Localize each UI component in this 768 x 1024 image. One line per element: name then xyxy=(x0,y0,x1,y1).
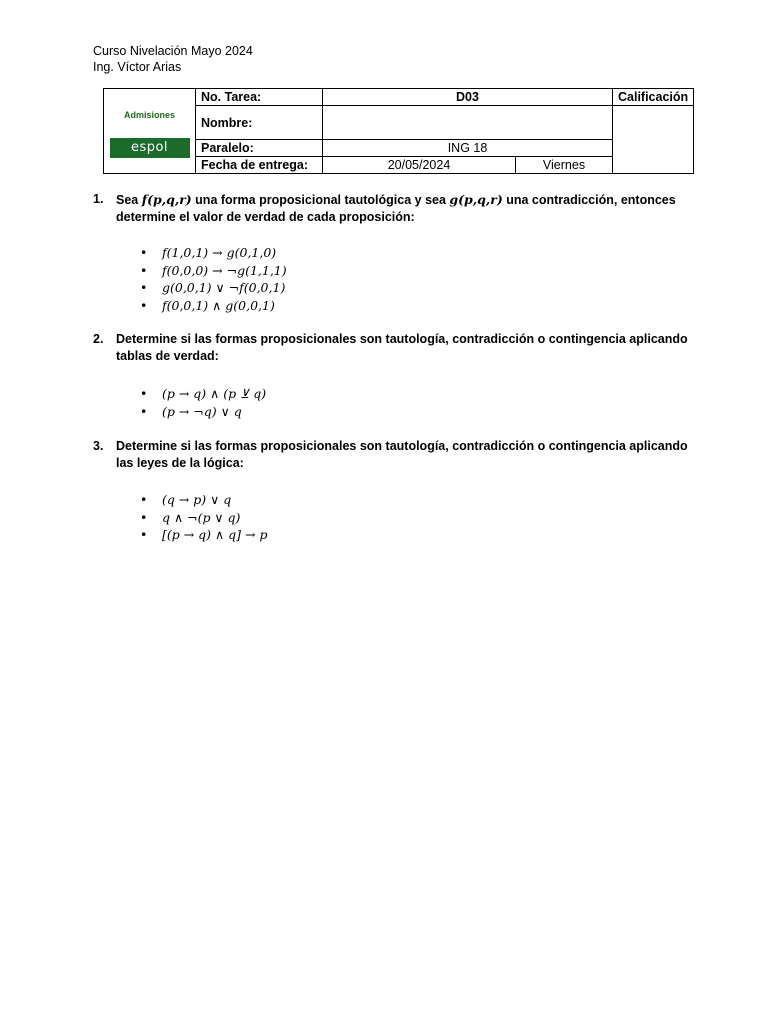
due-date-value: 20/05/2024 xyxy=(323,157,516,174)
list-item: • (p → ¬q) ∨ q xyxy=(140,403,266,421)
section-value: ING 18 xyxy=(323,140,613,157)
question-text-part: Sea xyxy=(116,193,142,207)
list-item: • (q → p) ∨ q xyxy=(140,491,267,509)
logo-espol-badge: espol xyxy=(110,138,190,158)
question-text xyxy=(116,191,693,226)
list-item: • f(0,0,0) → ¬g(1,1,1) xyxy=(140,262,287,280)
question-text-part: una forma proposicional tautológica y sea xyxy=(191,193,450,207)
instructor-name: Ing. Víctor Arias xyxy=(93,60,182,74)
grade-label: Calificación xyxy=(613,89,694,106)
document-header xyxy=(93,43,253,75)
assignment-info-table xyxy=(103,88,694,174)
section-label: Paralelo: xyxy=(196,140,323,157)
name-value-field xyxy=(323,106,613,140)
list-item: • [(p → q) ∧ q] → p xyxy=(140,526,267,544)
course-title: Curso Nivelación Mayo 2024 xyxy=(93,44,253,58)
question-2 xyxy=(93,331,693,365)
logo-admisiones-text: Admisiones xyxy=(123,110,175,120)
list-item: • f(1,0,1) → g(0,1,0) xyxy=(140,244,287,262)
question-text-part: una contradicción, entonces determine el valor de verdad de cada proposición: xyxy=(116,193,676,224)
list-item: • (p → q) ∧ (p ⊻ q) xyxy=(140,385,266,403)
question-1 xyxy=(93,191,693,226)
f-expression: f(p,q,r) xyxy=(141,192,192,207)
task-label: No. Tarea: xyxy=(196,89,323,106)
question-text: Determine si las formas proposicionales son tautología, contradicción o contingencia aplicando las leyes de la lógica: xyxy=(116,439,688,470)
question-1-items xyxy=(140,244,287,314)
list-item: • f(0,0,1) ∧ g(0,0,1) xyxy=(140,297,287,315)
question-number: 1. xyxy=(93,192,104,206)
question-3-items xyxy=(140,491,267,544)
question-2-items xyxy=(140,385,266,420)
question-3 xyxy=(93,438,693,472)
due-day-value: Viernes xyxy=(516,157,613,174)
task-value: D03 xyxy=(323,89,613,106)
question-text: Determine si las formas proposicionales son tautología, contradicción o contingencia aplicando tablas de verdad: xyxy=(116,332,688,363)
g-expression: g(p,q,r) xyxy=(449,192,503,207)
list-item: • q ∧ ¬(p ∨ q) xyxy=(140,509,267,527)
list-item: • g(0,0,1) ∨ ¬f(0,0,1) xyxy=(140,279,287,297)
espol-logo xyxy=(104,89,196,174)
question-number: 3. xyxy=(93,439,104,453)
grade-value-field xyxy=(613,106,694,174)
name-label: Nombre: xyxy=(196,106,323,140)
question-number: 2. xyxy=(93,332,104,346)
due-date-label: Fecha de entrega: xyxy=(196,157,323,174)
